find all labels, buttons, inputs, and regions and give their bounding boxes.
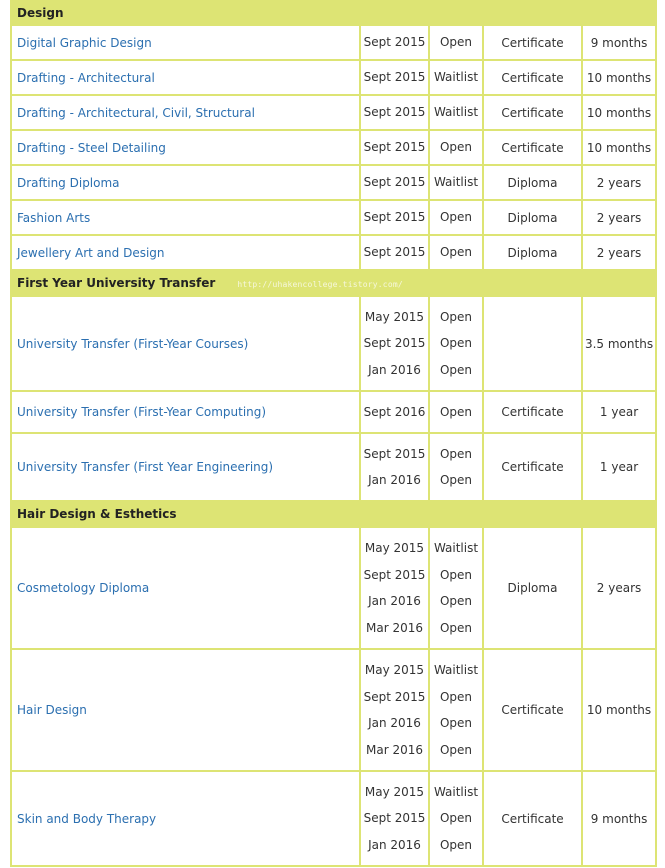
credential-cell: Certificate xyxy=(483,771,582,866)
section-header-row xyxy=(11,1,656,25)
start-date: Sept 2016 xyxy=(363,404,426,419)
enrollment-status: Open xyxy=(439,689,473,704)
program-table xyxy=(10,0,657,867)
start-date: Sept 2015 xyxy=(363,446,426,461)
enrollment-status: Waitlist xyxy=(433,70,479,85)
enrollment-status: Open xyxy=(439,716,473,730)
start-date: Jan 2016 xyxy=(368,362,421,377)
table-row xyxy=(11,25,656,60)
status-cell xyxy=(429,130,483,165)
credential-cell: Diploma xyxy=(483,527,582,649)
enrollment-status: Waitlist xyxy=(433,105,479,120)
section-title: Hair Design & Esthetics xyxy=(17,507,177,521)
table-row xyxy=(11,130,656,165)
start-date-cell xyxy=(360,25,429,60)
program-link[interactable]: Drafting - Architectural xyxy=(17,70,155,85)
program-cell xyxy=(11,200,360,235)
section-title: Design xyxy=(17,6,64,20)
length-cell: 1 year xyxy=(582,433,656,501)
table-row xyxy=(11,95,656,130)
enrollment-status: Open xyxy=(439,210,473,225)
length-cell: 10 months xyxy=(582,130,656,165)
status-cell xyxy=(429,433,483,501)
start-date-cell xyxy=(360,165,429,200)
start-date-cell xyxy=(360,527,429,649)
program-cell xyxy=(11,25,360,60)
program-link[interactable]: Fashion Arts xyxy=(17,210,91,225)
start-date: Sept 2015 xyxy=(363,175,426,190)
program-link[interactable]: University Transfer (First-Year Courses) xyxy=(17,336,249,351)
length-cell: 2 years xyxy=(582,165,656,200)
table-row xyxy=(11,296,656,391)
start-date-cell xyxy=(360,771,429,866)
program-cell xyxy=(11,391,360,433)
enrollment-status: Open xyxy=(439,245,473,260)
scrollbar-area xyxy=(657,0,665,868)
program-cell xyxy=(11,527,360,649)
program-table-body xyxy=(11,1,656,866)
start-date: Sept 2015 xyxy=(363,689,426,704)
start-date-cell xyxy=(360,433,429,501)
enrollment-status: Open xyxy=(439,446,473,461)
length-cell: 9 months xyxy=(582,25,656,60)
credential-cell: Diploma xyxy=(483,200,582,235)
enrollment-status: Open xyxy=(439,811,473,826)
start-date-cell xyxy=(360,296,429,391)
table-row xyxy=(11,527,656,649)
start-date: Sept 2015 xyxy=(363,35,426,50)
credential-cell: Certificate xyxy=(483,60,582,95)
table-row xyxy=(11,771,656,866)
length-cell: 2 years xyxy=(582,527,656,649)
program-link[interactable]: Digital Graphic Design xyxy=(17,35,152,50)
section-title: First Year University Transfer xyxy=(17,276,216,290)
start-date: Sept 2015 xyxy=(363,105,426,120)
start-date: Sept 2015 xyxy=(363,336,426,351)
start-date: Sept 2015 xyxy=(363,245,426,260)
credential-cell: Diploma xyxy=(483,165,582,200)
program-link[interactable]: University Transfer (First-Year Computing) xyxy=(17,405,267,419)
table-row xyxy=(11,391,656,433)
enrollment-status: Waitlist xyxy=(433,541,479,555)
status-cell xyxy=(429,391,483,433)
section-header-row xyxy=(11,501,656,527)
start-date: Mar 2016 xyxy=(366,742,423,757)
length-cell: 1 year xyxy=(582,391,656,433)
program-link[interactable]: Jewellery Art and Design xyxy=(17,245,165,260)
start-date: Jan 2016 xyxy=(368,837,421,852)
section-header xyxy=(11,1,656,25)
program-link[interactable]: University Transfer (First Year Engineering) xyxy=(17,460,274,474)
credential-cell xyxy=(483,296,582,391)
program-cell xyxy=(11,60,360,95)
status-cell xyxy=(429,200,483,235)
program-link[interactable]: Skin and Body Therapy xyxy=(17,811,157,826)
status-cell xyxy=(429,60,483,95)
enrollment-status: Open xyxy=(439,567,473,582)
start-date: May 2015 xyxy=(364,541,425,555)
start-date: Jan 2016 xyxy=(368,716,421,730)
program-table-container xyxy=(10,0,655,867)
program-cell xyxy=(11,296,360,391)
start-date-cell xyxy=(360,200,429,235)
credential-cell: Certificate xyxy=(483,130,582,165)
program-cell xyxy=(11,771,360,866)
program-link[interactable]: Drafting - Steel Detailing xyxy=(17,140,166,155)
enrollment-status: Open xyxy=(439,837,473,852)
start-date-cell xyxy=(360,235,429,270)
enrollment-status: Open xyxy=(439,140,473,155)
status-cell xyxy=(429,165,483,200)
start-date: Sept 2015 xyxy=(363,70,426,85)
length-cell: 2 years xyxy=(582,235,656,270)
start-date-cell xyxy=(360,391,429,433)
section-header xyxy=(11,270,656,296)
enrollment-status: Open xyxy=(439,404,473,419)
start-date: Jan 2016 xyxy=(368,594,421,608)
enrollment-status: Waitlist xyxy=(433,784,479,799)
program-cell xyxy=(11,130,360,165)
program-link[interactable]: Hair Design xyxy=(17,703,87,717)
enrollment-status: Open xyxy=(439,473,473,487)
table-row xyxy=(11,649,656,771)
table-row xyxy=(11,60,656,95)
program-link[interactable]: Drafting - Architectural, Civil, Structural xyxy=(17,105,255,120)
table-row xyxy=(11,433,656,501)
enrollment-status: Open xyxy=(439,336,473,351)
start-date: Jan 2016 xyxy=(368,473,421,487)
enrollment-status: Open xyxy=(439,362,473,377)
credential-cell: Certificate xyxy=(483,95,582,130)
start-date: Sept 2015 xyxy=(363,567,426,582)
start-date-cell xyxy=(360,95,429,130)
start-date: Sept 2015 xyxy=(363,210,426,225)
start-date: Sept 2015 xyxy=(363,140,426,155)
length-cell: 9 months xyxy=(582,771,656,866)
status-cell xyxy=(429,235,483,270)
enrollment-status: Open xyxy=(439,35,473,50)
enrollment-status: Waitlist xyxy=(433,175,479,190)
table-row xyxy=(11,235,656,270)
length-cell: 3.5 months xyxy=(582,296,656,391)
length-cell: 10 months xyxy=(582,649,656,771)
program-link[interactable]: Cosmetology Diploma xyxy=(17,581,150,595)
length-cell: 10 months xyxy=(582,95,656,130)
start-date-cell xyxy=(360,649,429,771)
credential-cell: Certificate xyxy=(483,391,582,433)
status-cell xyxy=(429,771,483,866)
status-cell xyxy=(429,95,483,130)
start-date: May 2015 xyxy=(364,309,425,324)
enrollment-status: Open xyxy=(439,594,473,608)
start-date: Mar 2016 xyxy=(366,620,423,635)
credential-cell: Certificate xyxy=(483,649,582,771)
length-cell: 10 months xyxy=(582,60,656,95)
status-cell xyxy=(429,25,483,60)
program-cell xyxy=(11,433,360,501)
program-cell xyxy=(11,95,360,130)
status-cell xyxy=(429,649,483,771)
length-cell: 2 years xyxy=(582,200,656,235)
program-cell xyxy=(11,235,360,270)
table-row xyxy=(11,200,656,235)
credential-cell: Certificate xyxy=(483,433,582,501)
enrollment-status: Open xyxy=(439,309,473,324)
credential-cell: Diploma xyxy=(483,235,582,270)
program-cell xyxy=(11,165,360,200)
status-cell xyxy=(429,296,483,391)
watermark-url: http://uhakencollege.tistory.com/ xyxy=(237,280,403,289)
start-date: May 2015 xyxy=(364,663,425,677)
start-date: Sept 2015 xyxy=(363,811,426,826)
start-date: May 2015 xyxy=(364,784,425,799)
section-header xyxy=(11,501,656,527)
start-date-cell xyxy=(360,60,429,95)
enrollment-status: Waitlist xyxy=(433,663,479,677)
status-cell xyxy=(429,527,483,649)
program-link[interactable]: Drafting Diploma xyxy=(17,175,120,190)
program-cell xyxy=(11,649,360,771)
enrollment-status: Open xyxy=(439,620,473,635)
enrollment-status: Open xyxy=(439,742,473,757)
start-date-cell xyxy=(360,130,429,165)
table-row xyxy=(11,165,656,200)
section-header-row xyxy=(11,270,656,296)
credential-cell: Certificate xyxy=(483,25,582,60)
